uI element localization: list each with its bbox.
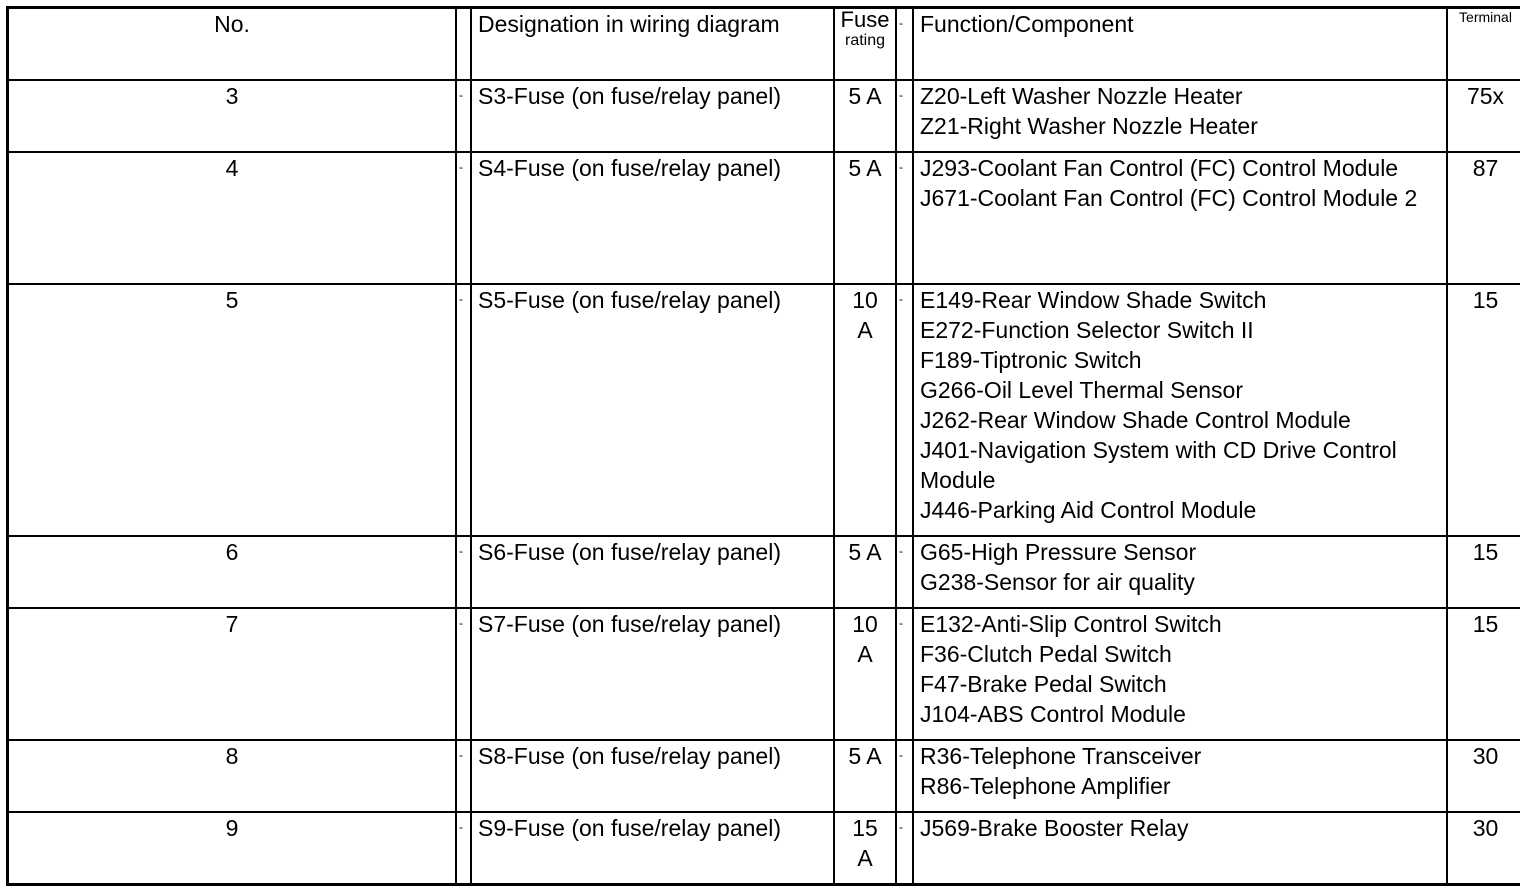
header-function: Function/Component bbox=[913, 8, 1447, 80]
row-no: 8 bbox=[8, 740, 457, 812]
fuse-rating-value: 5 A bbox=[848, 539, 882, 566]
row-function bbox=[913, 536, 1447, 608]
row-spacer bbox=[896, 536, 913, 608]
function-item: F47-Brake Pedal Switch bbox=[920, 671, 1167, 698]
table-row bbox=[8, 80, 1520, 152]
row-terminal: 87 bbox=[1447, 152, 1520, 284]
fuse-rating-value: 15 A bbox=[852, 815, 878, 872]
row-function bbox=[913, 740, 1447, 812]
header-spacer bbox=[456, 8, 471, 80]
table-header bbox=[8, 8, 1520, 80]
row-designation: S4-Fuse (on fuse/relay panel) bbox=[471, 152, 834, 284]
tick-mark: - bbox=[459, 87, 463, 102]
function-item: J569-Brake Booster Relay bbox=[920, 815, 1189, 842]
row-no: 7 bbox=[8, 608, 457, 740]
table-row bbox=[8, 812, 1520, 884]
tick-mark: - bbox=[899, 291, 903, 306]
function-item: E132-Anti-Slip Control Switch bbox=[920, 611, 1222, 638]
table-row bbox=[8, 152, 1520, 284]
tick-mark: - bbox=[899, 87, 903, 102]
header-designation: Designation in wiring diagram bbox=[471, 8, 834, 80]
tick-mark: - bbox=[899, 616, 903, 631]
row-no: 6 bbox=[8, 536, 457, 608]
tick-mark: - bbox=[899, 16, 903, 30]
row-spacer bbox=[456, 536, 471, 608]
row-fuse-rating bbox=[834, 812, 896, 884]
row-terminal: 15 bbox=[1447, 536, 1520, 608]
function-item: G65-High Pressure Sensor bbox=[920, 539, 1197, 566]
table-row bbox=[8, 536, 1520, 608]
row-fuse-rating bbox=[834, 284, 896, 536]
fuse-table bbox=[6, 6, 1520, 886]
row-terminal: 75x bbox=[1447, 80, 1520, 152]
table-row bbox=[8, 284, 1520, 536]
row-designation: S8-Fuse (on fuse/relay panel) bbox=[471, 740, 834, 812]
row-spacer bbox=[896, 284, 913, 536]
function-item: J293-Coolant Fan Control (FC) Control Module bbox=[920, 154, 1399, 181]
row-function bbox=[913, 152, 1447, 284]
row-terminal: 15 bbox=[1447, 608, 1520, 740]
row-designation: S7-Fuse (on fuse/relay panel) bbox=[471, 608, 834, 740]
function-item: J401-Navigation System with CD Drive Control Module bbox=[920, 436, 1397, 493]
row-spacer bbox=[896, 740, 913, 812]
row-terminal: 30 bbox=[1447, 740, 1520, 812]
row-fuse-rating bbox=[834, 608, 896, 740]
header-fuse-label: Fuse bbox=[840, 7, 890, 32]
header-row bbox=[8, 8, 1520, 80]
row-spacer bbox=[456, 284, 471, 536]
tick-mark: - bbox=[899, 544, 903, 559]
table-row bbox=[8, 608, 1520, 740]
row-function bbox=[913, 80, 1447, 152]
fuse-rating-value: 5 A bbox=[848, 154, 882, 181]
function-item: E149-Rear Window Shade Switch bbox=[920, 286, 1267, 313]
row-spacer bbox=[456, 152, 471, 284]
function-item: G238-Sensor for air quality bbox=[920, 569, 1195, 596]
row-spacer bbox=[456, 80, 471, 152]
function-item: F36-Clutch Pedal Switch bbox=[920, 641, 1172, 668]
fuse-rating-value: 5 A bbox=[848, 743, 882, 770]
row-fuse-rating bbox=[834, 80, 896, 152]
tick-mark: - bbox=[459, 159, 463, 174]
tick-mark: - bbox=[899, 159, 903, 174]
fuse-rating-value: 10 A bbox=[852, 286, 878, 343]
function-item: J104-ABS Control Module bbox=[920, 701, 1186, 728]
header-fuse bbox=[834, 8, 896, 80]
table-row bbox=[8, 740, 1520, 812]
function-item: F189-Tiptronic Switch bbox=[920, 346, 1142, 373]
row-spacer bbox=[456, 812, 471, 884]
fuse-rating-value: 10 A bbox=[852, 611, 878, 668]
header-no: No. bbox=[8, 8, 457, 80]
table-body bbox=[8, 80, 1520, 885]
row-spacer bbox=[896, 608, 913, 740]
row-function bbox=[913, 284, 1447, 536]
tick-mark: - bbox=[459, 291, 463, 306]
row-no: 3 bbox=[8, 80, 457, 152]
row-fuse-rating bbox=[834, 536, 896, 608]
row-spacer bbox=[896, 812, 913, 884]
row-spacer bbox=[896, 80, 913, 152]
row-no: 9 bbox=[8, 812, 457, 884]
row-fuse-rating bbox=[834, 152, 896, 284]
function-item: J446-Parking Aid Control Module bbox=[920, 496, 1257, 523]
tick-mark: - bbox=[459, 544, 463, 559]
tick-mark: - bbox=[899, 820, 903, 835]
function-item: R36-Telephone Transceiver bbox=[920, 743, 1202, 770]
row-designation: S9-Fuse (on fuse/relay panel) bbox=[471, 812, 834, 884]
function-item: Z20-Left Washer Nozzle Heater bbox=[920, 82, 1243, 109]
row-no: 4 bbox=[8, 152, 457, 284]
function-item: J671-Coolant Fan Control (FC) Control Module 2 bbox=[920, 184, 1418, 211]
row-designation: S3-Fuse (on fuse/relay panel) bbox=[471, 80, 834, 152]
header-terminal: Terminal bbox=[1447, 8, 1520, 80]
row-designation: S6-Fuse (on fuse/relay panel) bbox=[471, 536, 834, 608]
row-terminal: 15 bbox=[1447, 284, 1520, 536]
tick-mark: - bbox=[459, 616, 463, 631]
row-spacer bbox=[456, 608, 471, 740]
row-spacer bbox=[896, 152, 913, 284]
fuse-rating-value: 5 A bbox=[848, 82, 882, 109]
row-no: 5 bbox=[8, 284, 457, 536]
header-spacer bbox=[896, 8, 913, 80]
function-item: G266-Oil Level Thermal Sensor bbox=[920, 376, 1243, 403]
row-function bbox=[913, 812, 1447, 884]
tick-mark: - bbox=[459, 748, 463, 763]
function-item: Z21-Right Washer Nozzle Heater bbox=[920, 112, 1258, 139]
function-item: J262-Rear Window Shade Control Module bbox=[920, 406, 1351, 433]
row-function bbox=[913, 608, 1447, 740]
row-spacer bbox=[456, 740, 471, 812]
tick-mark: - bbox=[899, 748, 903, 763]
tick-mark: - bbox=[459, 820, 463, 835]
function-item: R86-Telephone Amplifier bbox=[920, 773, 1171, 800]
row-fuse-rating bbox=[834, 740, 896, 812]
row-terminal: 30 bbox=[1447, 812, 1520, 884]
function-item: E272-Function Selector Switch II bbox=[920, 316, 1254, 343]
row-designation: S5-Fuse (on fuse/relay panel) bbox=[471, 284, 834, 536]
header-fuse-sub: rating bbox=[844, 32, 886, 49]
